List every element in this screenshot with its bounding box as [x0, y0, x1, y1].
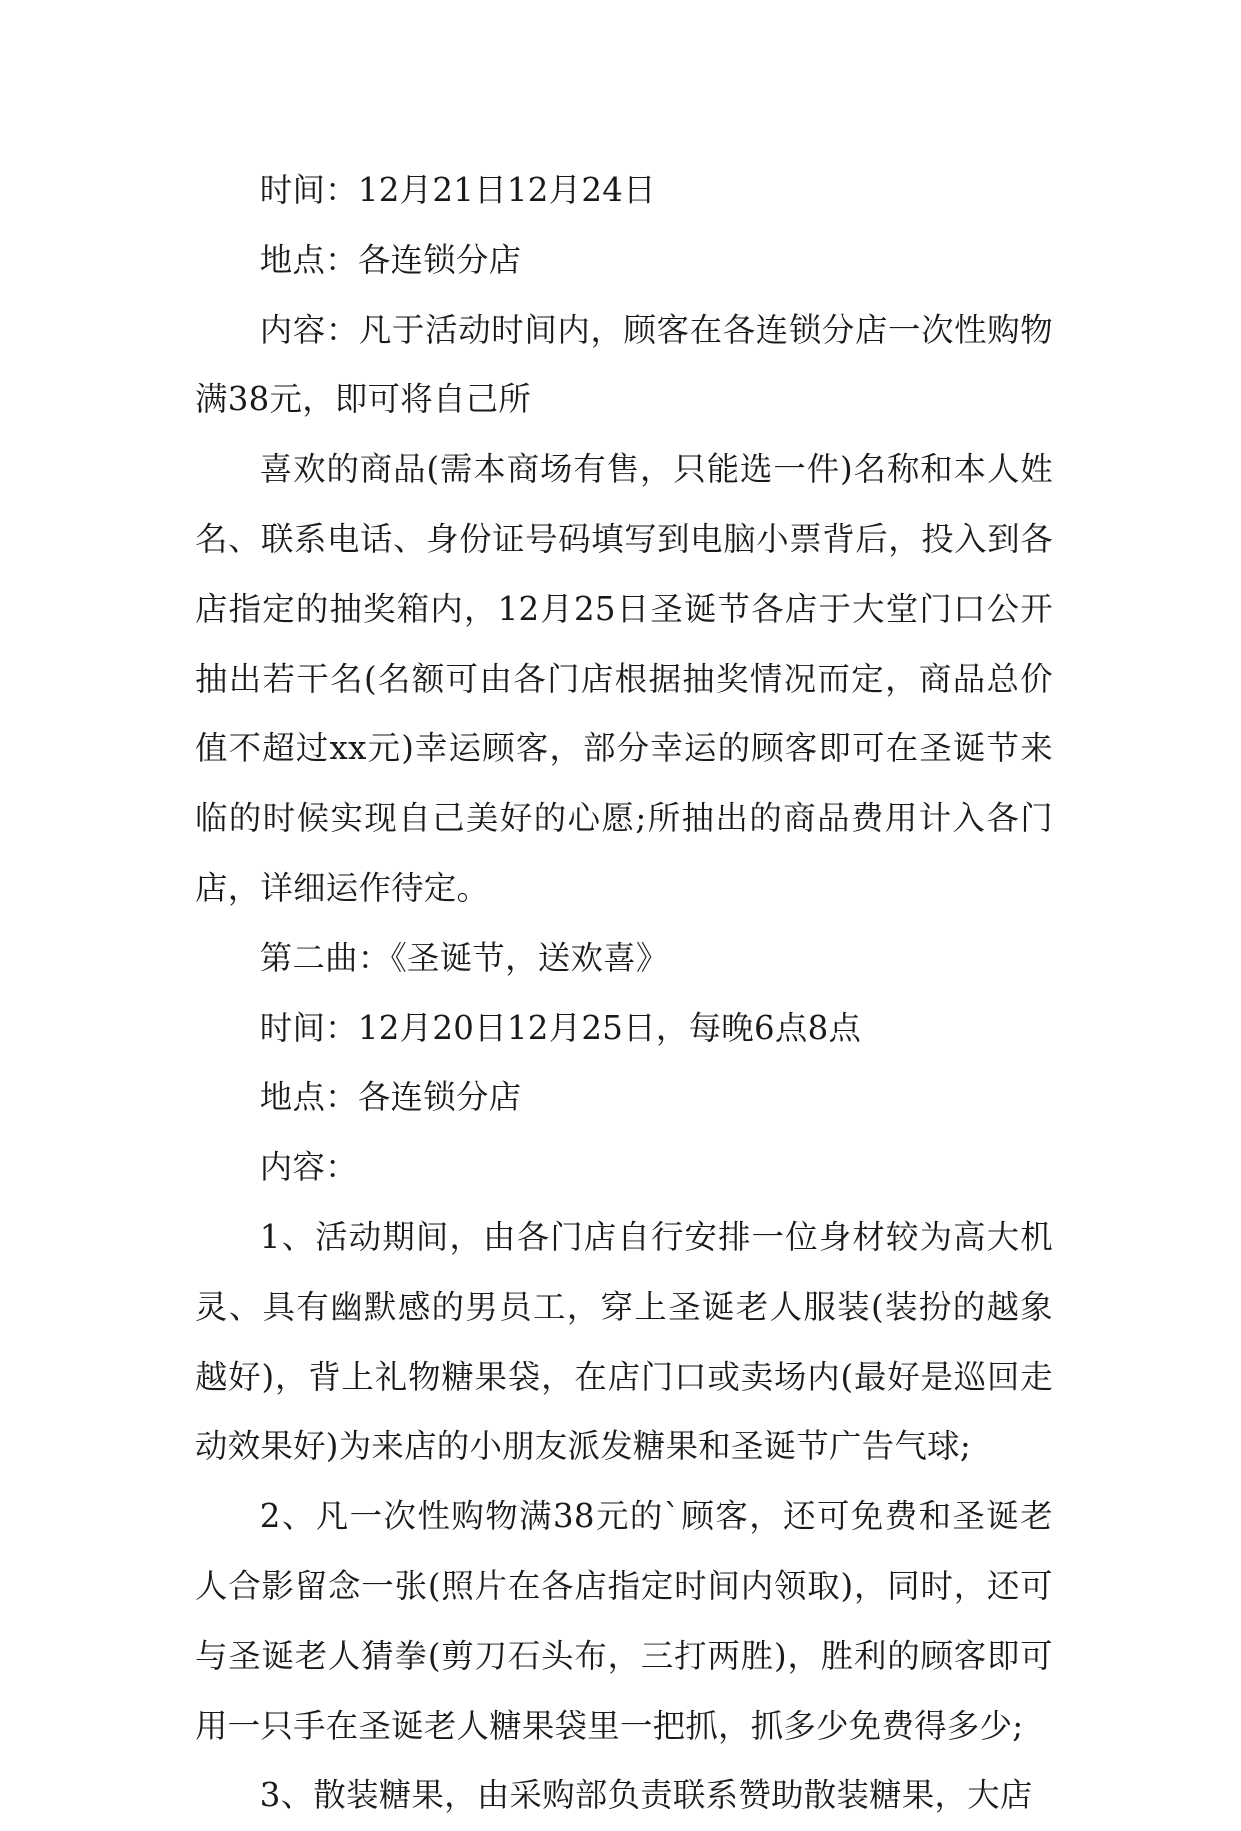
paragraph-time-2: 时间：12月20日12月25日，每晚6点8点: [259, 1008, 862, 1047]
paragraph-item-2: 2、凡一次性购物满38元的`顾客，还可免费和圣诞老人合影留念一张(照片在各店指定时间内领取)，同时，还可与圣诞老人猜拳(剪刀石头布，三打两胜)，胜利的顾客即可用一只手在圣诞老人糖果袋里一把抓，抓多少免费得多少;: [195, 1497, 1053, 1745]
paragraph-lottery-details: 喜欢的商品(需本商场有售，只能选一件)名称和本人姓名、联系电话、身份证号码填写到电脑小票背后，投入到各店指定的抽奖箱内，12月25日圣诞节各店于大堂门口公开抽出若干名(名额可由各门店根据抽奖情况而定，商品总价值不超过xx元)幸运顾客，部分幸运的顾客即可在圣诞节来临的时候实现自己美好的心愿;所抽出的商品费用计入各门店，详细运作待定。: [195, 450, 1053, 907]
paragraph-item-1: 1、活动期间，由各门店自行安排一位身材较为高大机灵、具有幽默感的男员工，穿上圣诞老人服装(装扮的越象越好)，背上礼物糖果袋，在店门口或卖场内(最好是巡回走动效果好)为来店的小朋友派发糖果和圣诞节广告气球;: [195, 1217, 1053, 1466]
paragraph-content-1: 内容：凡于活动时间内，顾客在各连锁分店一次性购物满38元，即可将自己所: [195, 310, 1053, 419]
paragraph-section-title: 第二曲：《圣诞节，送欢喜》: [259, 938, 669, 977]
paragraph-content-2-label: 内容：: [259, 1148, 358, 1187]
document-body: [195, 156, 1053, 1831]
paragraph-location-1: 地点：各连锁分店: [259, 240, 522, 279]
paragraph-item-3: 3、散装糖果，由采购部负责联系赞助散装糖果，大店: [259, 1776, 1033, 1815]
paragraph-time-1: 时间：12月21日12月24日: [259, 171, 656, 209]
paragraph-location-2: 地点：各连锁分店: [259, 1078, 522, 1117]
